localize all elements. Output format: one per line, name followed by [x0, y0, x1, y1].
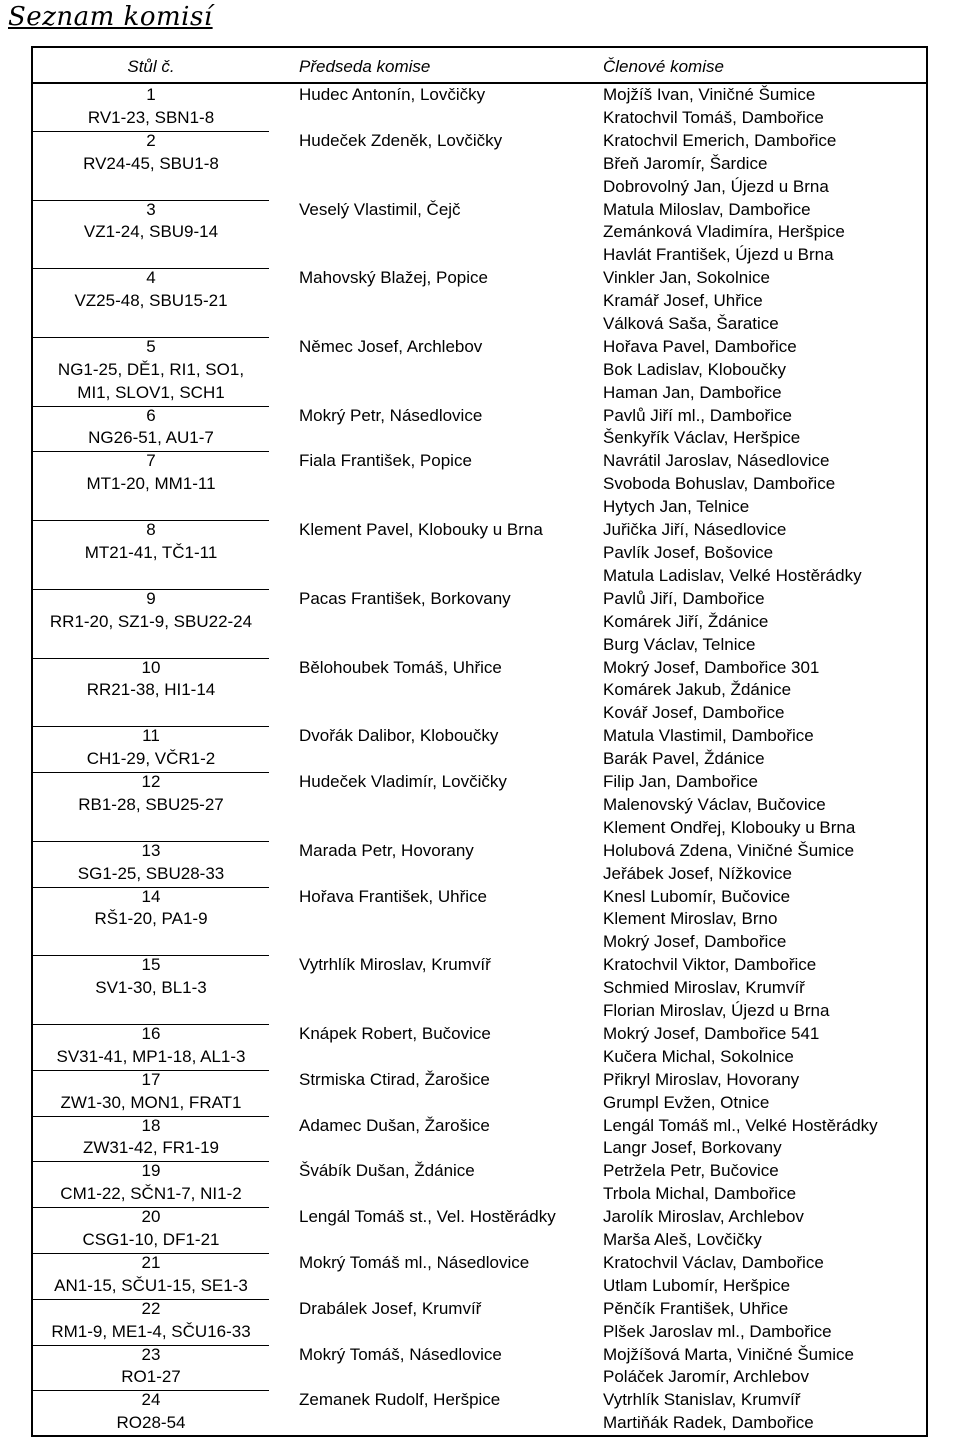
member-name: Haman Jan, Dambořice [603, 382, 782, 402]
table-codes: RM1-9, ME1-4, SČU16-33 [51, 1321, 251, 1341]
member-name: Mokrý Josef, Dambořice [603, 932, 787, 952]
member-name: Komárek Jakub, Ždánice [603, 680, 792, 700]
member-name: Kratochvil Tomáš, Dambořice [603, 107, 824, 127]
table-codes: VZ25-48, SBU15-21 [74, 291, 228, 311]
members-list [603, 450, 835, 519]
table-number: 7 [146, 451, 156, 471]
member-name: Mojžíš Ivan, Viničné Šumice [603, 85, 816, 104]
table-cell-number [33, 130, 269, 176]
header-members: Členové komise [603, 57, 724, 76]
table-cell-number [33, 1023, 269, 1069]
member-name: Jarolík Miroslav, Archlebov [603, 1207, 804, 1227]
table-codes: MT21-41, TČ1-11 [84, 542, 218, 562]
table-row [33, 267, 926, 336]
table-number: 24 [141, 1390, 161, 1410]
member-name: Marša Aleš, Lovčičky [603, 1229, 762, 1249]
table-number: 9 [146, 588, 156, 608]
member-name: Plšek Jaroslav ml., Dambořice [603, 1321, 832, 1341]
table-codes: SV1-30, BL1-3 [95, 978, 207, 998]
member-name: Utlam Lubomír, Heršpice [603, 1275, 791, 1295]
chair-name: Mokrý Tomáš, Násedlovice [299, 1344, 502, 1364]
commission-table [31, 46, 928, 1437]
table-number: 21 [141, 1252, 161, 1272]
table-row [33, 405, 926, 451]
table-number: 19 [141, 1161, 161, 1181]
table-number: 20 [141, 1207, 161, 1227]
member-name: Filip Jan, Dambořice [603, 772, 758, 791]
member-name: Pavlů Jiří ml., Dambořice [603, 405, 792, 425]
member-name: Dobrovolný Jan, Újezd u Brna [603, 176, 829, 196]
table-codes: AN1-15, SČU1-15, SE1-3 [54, 1275, 248, 1295]
chair-name: Hudec Antonín, Lovčičky [299, 85, 486, 104]
members-list [603, 954, 829, 1023]
table-codes: MT1-20, MM1-11 [86, 474, 216, 494]
member-name: Klement Ondřej, Klobouky u Brna [603, 817, 856, 837]
table-number: 16 [141, 1023, 161, 1043]
member-name: Matula Miloslav, Dambořice [603, 199, 811, 219]
table-codes: ZW1-30, MON1, FRAT1 [60, 1092, 242, 1112]
table-cell-number [33, 771, 269, 817]
member-name: Mokrý Josef, Dambořice 541 [603, 1023, 820, 1043]
chair-name: Hudeček Vladimír, Lovčičky [299, 772, 507, 791]
table-cell-number [33, 519, 269, 565]
members-list [603, 1160, 796, 1206]
table-row [33, 84, 926, 130]
table-codes: NG1-25, DĚ1, RI1, SO1, [57, 359, 245, 379]
member-name: Navrátil Jaroslav, Násedlovice [603, 451, 830, 471]
table-number: 23 [141, 1344, 161, 1364]
table-number: 5 [146, 336, 156, 356]
chair-name: Švábík Dušan, Ždánice [299, 1161, 475, 1181]
member-name: Kramář Josef, Uhřice [603, 291, 763, 311]
table-codes: SV31-41, MP1-18, AL1-3 [56, 1046, 246, 1066]
table-row [33, 199, 926, 268]
table-row [33, 519, 926, 588]
table-cell-number [33, 1160, 269, 1206]
member-name: Pavlů Jiří, Dambořice [603, 588, 765, 608]
member-name: Přikryl Miroslav, Hovorany [603, 1069, 800, 1089]
member-name: Holubová Zdena, Viničné Šumice [603, 840, 855, 860]
member-name: Kovář Josef, Dambořice [603, 703, 785, 723]
table-cell-number [33, 336, 269, 405]
table-cell-number [33, 84, 269, 130]
table-row [33, 725, 926, 771]
member-name: Malenovský Václav, Bučovice [603, 794, 826, 814]
member-name: Grumpl Evžen, Otnice [603, 1092, 770, 1112]
members-list [603, 1252, 824, 1298]
member-name: Mokrý Josef, Dambořice 301 [603, 657, 820, 677]
chair-name: Mokrý Tomáš ml., Násedlovice [299, 1252, 530, 1272]
table-number: 6 [146, 405, 156, 425]
table-row [33, 1160, 926, 1206]
table-codes: VZ1-24, SBU9-14 [83, 222, 219, 242]
table-row [33, 886, 926, 955]
table-row [33, 1206, 926, 1252]
member-name: Juřička Jiří, Násedlovice [603, 520, 787, 540]
table-cell-number [33, 1389, 269, 1435]
members-list [603, 267, 779, 336]
members-list [603, 336, 797, 405]
table-row [33, 1252, 926, 1298]
table-codes: RB1-28, SBU25-27 [78, 794, 224, 814]
table-cell-number [33, 1344, 269, 1390]
member-name: Pěnčík František, Uhřice [603, 1298, 789, 1318]
table-cell-number [33, 405, 269, 451]
table-row [33, 450, 926, 519]
table-number: 10 [141, 657, 161, 677]
chair-name: Veselý Vlastimil, Čejč [299, 199, 461, 219]
member-name: Trbola Michal, Dambořice [603, 1184, 797, 1204]
chair-name: Zemanek Rudolf, Heršpice [299, 1390, 501, 1410]
table-cell-number [33, 725, 269, 771]
member-name: Poláček Jaromír, Archlebov [603, 1367, 809, 1387]
member-name: Břeň Jaromír, Šardice [603, 153, 768, 173]
table-cell-number [33, 886, 269, 932]
member-name: Langr Josef, Borkovany [603, 1138, 782, 1158]
table-codes: RV1-23, SBN1-8 [87, 107, 215, 127]
members-list [603, 771, 855, 840]
table-cell-number [33, 1252, 269, 1298]
member-name: Šenkyřík Václav, Heršpice [603, 428, 801, 448]
table-codes: CH1-29, VČR1-2 [86, 749, 216, 769]
members-list [603, 840, 854, 886]
members-list [603, 886, 790, 955]
member-name: Hytych Jan, Telnice [603, 497, 750, 517]
table-row [33, 1069, 926, 1115]
table-number: 18 [141, 1115, 161, 1135]
chair-name: Adamec Dušan, Žarošice [299, 1115, 490, 1135]
member-name: Bok Ladislav, Kloboučky [603, 359, 787, 379]
table-codes: SG1-25, SBU28-33 [77, 863, 225, 883]
member-name: Barák Pavel, Ždánice [603, 749, 765, 769]
header-table-number: Stůl č. [127, 57, 175, 76]
table-codes: RR1-20, SZ1-9, SBU22-24 [49, 611, 253, 631]
table-row [33, 336, 926, 405]
chair-name: Lengál Tomáš st., Vel. Hostěrádky [299, 1207, 556, 1227]
chair-name: Marada Petr, Hovorany [299, 840, 474, 860]
table-row [33, 130, 926, 199]
table-cell-number [33, 657, 269, 703]
chair-name: Strmiska Ctirad, Žarošice [299, 1069, 490, 1089]
members-list [603, 1298, 832, 1344]
table-codes: CM1-22, SČN1-7, NI1-2 [60, 1184, 242, 1204]
table-cell-number [33, 199, 269, 245]
table-number: 12 [141, 772, 161, 791]
member-name: Pavlík Josef, Bošovice [603, 542, 774, 562]
table-cell-number [33, 840, 269, 886]
table-number: 17 [141, 1069, 161, 1089]
table-number: 15 [141, 955, 161, 975]
table-codes: RV24-45, SBU1-8 [83, 153, 219, 173]
members-list [603, 657, 819, 726]
member-name: Klement Miroslav, Brno [603, 909, 778, 929]
table-codes: CSG1-10, DF1-21 [82, 1229, 220, 1249]
member-name: Vytrhlík Stanislav, Krumvíř [603, 1390, 801, 1410]
table-row [33, 1023, 926, 1069]
member-name: Komárek Jiří, Ždánice [603, 611, 769, 631]
table-codes: RO1-27 [121, 1367, 181, 1387]
members-list [603, 1115, 878, 1161]
chair-name: Klement Pavel, Klobouky u Brna [299, 520, 543, 540]
chair-name: Hudeček Zdeněk, Lovčičky [299, 130, 503, 150]
chair-name: Pacas František, Borkovany [299, 588, 511, 608]
chair-name: Dvořák Dalibor, Kloboučky [299, 726, 499, 746]
members-list [603, 519, 862, 588]
chair-name: Drabálek Josef, Krumvíř [299, 1298, 482, 1318]
members-list [603, 405, 800, 451]
members-list [603, 1344, 854, 1390]
member-name: Matula Ladislav, Velké Hostěrádky [603, 565, 862, 585]
table-cell-number [33, 1298, 269, 1344]
members-list [603, 1069, 799, 1115]
chair-name: Vytrhlík Miroslav, Krumvíř [299, 955, 491, 975]
table-number: 11 [142, 726, 160, 746]
member-name: Kučera Michal, Sokolnice [603, 1046, 794, 1066]
member-name: Kratochvil Viktor, Dambořice [603, 955, 817, 975]
table-number: 3 [146, 199, 156, 219]
header-chair: Předseda komise [299, 57, 431, 76]
table-row [33, 1344, 926, 1390]
table-cell-number [33, 267, 269, 313]
member-name: Burg Václav, Telnice [603, 634, 756, 654]
table-row [33, 1389, 926, 1435]
members-list [603, 1389, 814, 1435]
member-name: Zemánková Vladimíra, Heršpice [603, 222, 845, 242]
table-codes: MI1, SLOV1, SCH1 [77, 382, 225, 402]
table-cell-number [33, 588, 269, 634]
chair-name: Němec Josef, Archlebov [299, 336, 483, 356]
table-cell-number [33, 1069, 269, 1115]
member-name: Jeřábek Josef, Nížkovice [603, 863, 792, 883]
table-number: 4 [146, 268, 156, 288]
table-codes: RR21-38, HI1-14 [86, 680, 216, 700]
table-number: 13 [141, 840, 161, 860]
table-number: 14 [141, 886, 161, 906]
table-cell-number [33, 1115, 269, 1161]
table-row [33, 840, 926, 886]
member-name: Kratochvil Václav, Dambořice [603, 1252, 824, 1272]
table-row [33, 657, 926, 726]
member-name: Svoboda Bohuslav, Dambořice [603, 474, 836, 494]
table-codes: RŠ1-20, PA1-9 [94, 909, 208, 929]
chair-name: Knápek Robert, Bučovice [299, 1023, 491, 1043]
member-name: Válková Saša, Šaratice [603, 313, 779, 333]
table-codes: NG26-51, AU1-7 [88, 428, 214, 448]
members-list [603, 725, 814, 771]
member-name: Hořava Pavel, Dambořice [603, 336, 797, 356]
member-name: Kratochvil Emerich, Dambořice [603, 130, 837, 150]
members-list [603, 199, 845, 268]
member-name: Matula Vlastimil, Dambořice [603, 726, 814, 746]
members-list [603, 1206, 804, 1252]
table-number: 8 [146, 520, 156, 540]
table-row [33, 954, 926, 1023]
table-codes: RO28-54 [116, 1413, 186, 1433]
member-name: Knesl Lubomír, Bučovice [603, 886, 791, 906]
table-number: 1 [146, 85, 156, 104]
member-name: Schmied Miroslav, Krumvíř [603, 978, 805, 998]
member-name: Florian Miroslav, Újezd u Brna [603, 1000, 830, 1020]
members-list [603, 84, 824, 130]
table-number: 22 [141, 1298, 161, 1318]
chair-name: Mokrý Petr, Násedlovice [299, 405, 483, 425]
member-name: Vinkler Jan, Sokolnice [603, 268, 770, 288]
table-row [33, 1115, 926, 1161]
members-list [603, 1023, 819, 1069]
chair-name: Hořava František, Uhřice [299, 886, 488, 906]
table-number: 2 [146, 130, 156, 150]
table-cell-number [33, 1206, 269, 1252]
member-name: Martiňák Radek, Dambořice [603, 1413, 814, 1433]
members-list [603, 130, 836, 199]
chair-name: Bělohoubek Tomáš, Uhřice [299, 657, 502, 677]
table-cell-number [33, 450, 269, 496]
table-codes: ZW31-42, FR1-19 [82, 1138, 220, 1158]
member-name: Petržela Petr, Bučovice [603, 1161, 779, 1181]
chair-name: Fiala František, Popice [299, 451, 472, 471]
table-cell-number [33, 954, 269, 1000]
member-name: Mojžíšová Marta, Viničné Šumice [603, 1344, 855, 1364]
table-row [33, 1298, 926, 1344]
members-list [603, 588, 768, 657]
chair-name: Mahovský Blažej, Popice [299, 268, 488, 288]
table-row [33, 771, 926, 840]
member-name: Havlát František, Újezd u Brna [603, 245, 834, 265]
page-title: Seznam komisí [8, 2, 213, 32]
member-name: Lengál Tomáš ml., Velké Hostěrádky [603, 1115, 878, 1135]
table-row [33, 588, 926, 657]
